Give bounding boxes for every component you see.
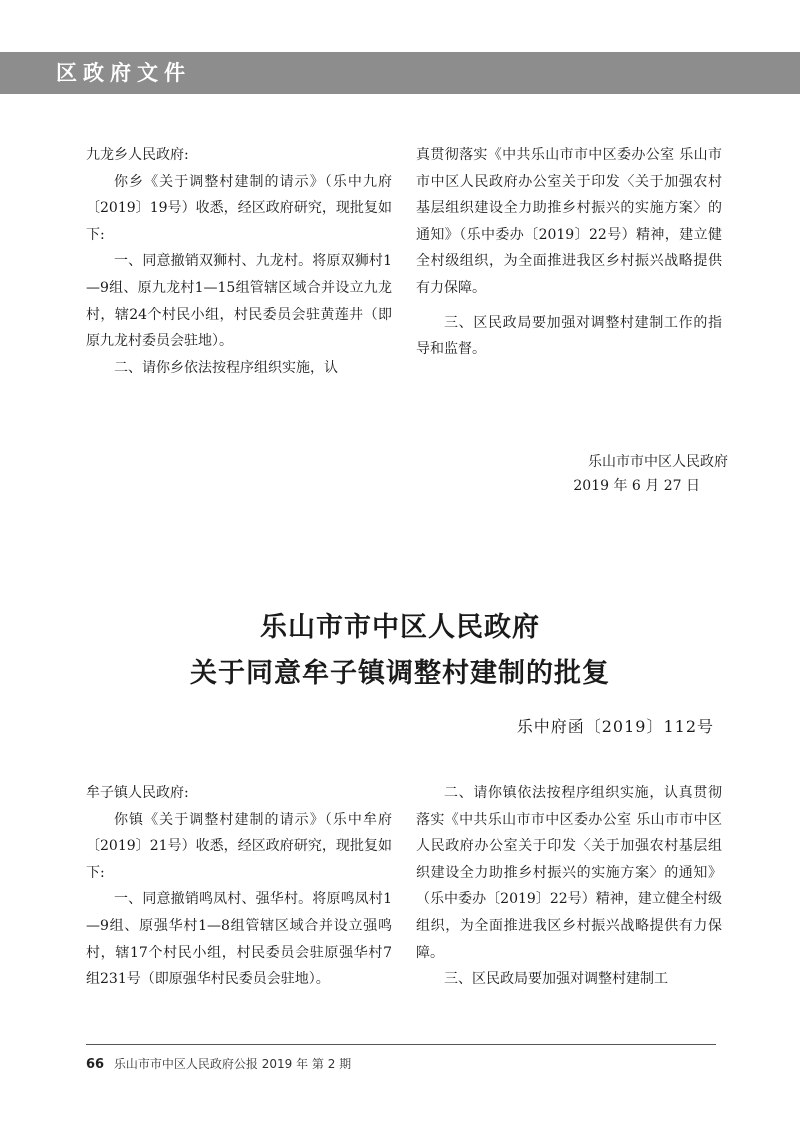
doc1-signer: 乐山市市中区人民政府 xyxy=(588,454,728,470)
doc1-paragraph: 一、同意撤销双狮村、九龙村。将原双狮村1—9组、原九龙村1—15组管辖区域合并设立九龙村，辖24个村民小组，村民委员会驻黄莲井（即原九龙村委员会驻地）。 xyxy=(86,253,392,350)
doc2-title-line1: 乐山市市中区人民政府 xyxy=(260,612,540,643)
doc1-date: 2019 年 6 月 27 日 xyxy=(573,478,700,494)
doc2-paragraph: 你镇《关于调整村建制的请示》（乐中牟府〔2019〕21号）收悉，经区政府研究，现批复如下: xyxy=(86,811,392,881)
doc1-left-column xyxy=(86,142,392,381)
publication-name: 乐山市市中区人民政府公报 2019 年 第 2 期 xyxy=(113,1057,352,1071)
doc2-left-column xyxy=(86,780,392,993)
doc1-addressee: 九龙乡人民政府: xyxy=(86,147,189,163)
doc2-document-number: 乐中府函〔2019〕112号 xyxy=(516,717,714,736)
doc1-paragraph: 真贯彻落实《中共乐山市市中区委办公室 乐山市市中区人民政府办公室关于印发〈关于加强农村基层组织建设全力助推乡村振兴的实施方案〉的通知》（乐中委办〔2019〕22号）精神，建立健全村级组织，为全面推进我区乡村振兴战略提供有力保障。 xyxy=(416,147,722,296)
doc1-paragraph: 三、区民政局要加强对调整村建制工作的指导和监督。 xyxy=(416,314,722,358)
doc2-title-line2: 关于同意牟子镇调整村建制的批复 xyxy=(190,658,610,689)
page-footer xyxy=(86,1055,351,1072)
section-title: 区政府文件 xyxy=(56,61,191,85)
doc2-addressee: 牟子镇人民政府: xyxy=(86,785,189,801)
doc1-right-column xyxy=(416,142,722,363)
page-number: 66 xyxy=(86,1057,105,1072)
doc1-signature xyxy=(428,450,728,498)
doc2-paragraph: 一、同意撤销鸣凤村、强华村。将原鸣凤村1—9组、原强华村1—8组管辖区域合并设立强鸣村，辖17个村民小组，村民委员会驻原强华村7组231号（即原强华村民委员会驻地）。 xyxy=(86,891,392,988)
footer-divider xyxy=(86,1044,716,1045)
doc1-paragraph: 二、请你乡依法按程序组织实施，认 xyxy=(114,359,338,376)
doc2-right-column xyxy=(416,780,722,993)
doc2-paragraph: 三、区民政局要加强对调整村建制工 xyxy=(444,971,668,988)
header-band xyxy=(0,52,800,94)
doc2-paragraph: 二、请你镇依法按程序组织实施，认真贯彻落实《中共乐山市市中区委办公室 乐山市市中区人民政府办公室关于印发〈关于加强农村基层组织建设全力助推乡村振兴的实施方案〉的通知》（乐中委办〔2019〕22号）精神，建立健全村级组织，为全面推进我区乡村振兴战略提供有力保障。 xyxy=(416,785,722,961)
doc1-paragraph: 你乡《关于调整村建制的请示》（乐中九府〔2019〕19号）收悉，经区政府研究，现批复如下: xyxy=(86,173,392,243)
